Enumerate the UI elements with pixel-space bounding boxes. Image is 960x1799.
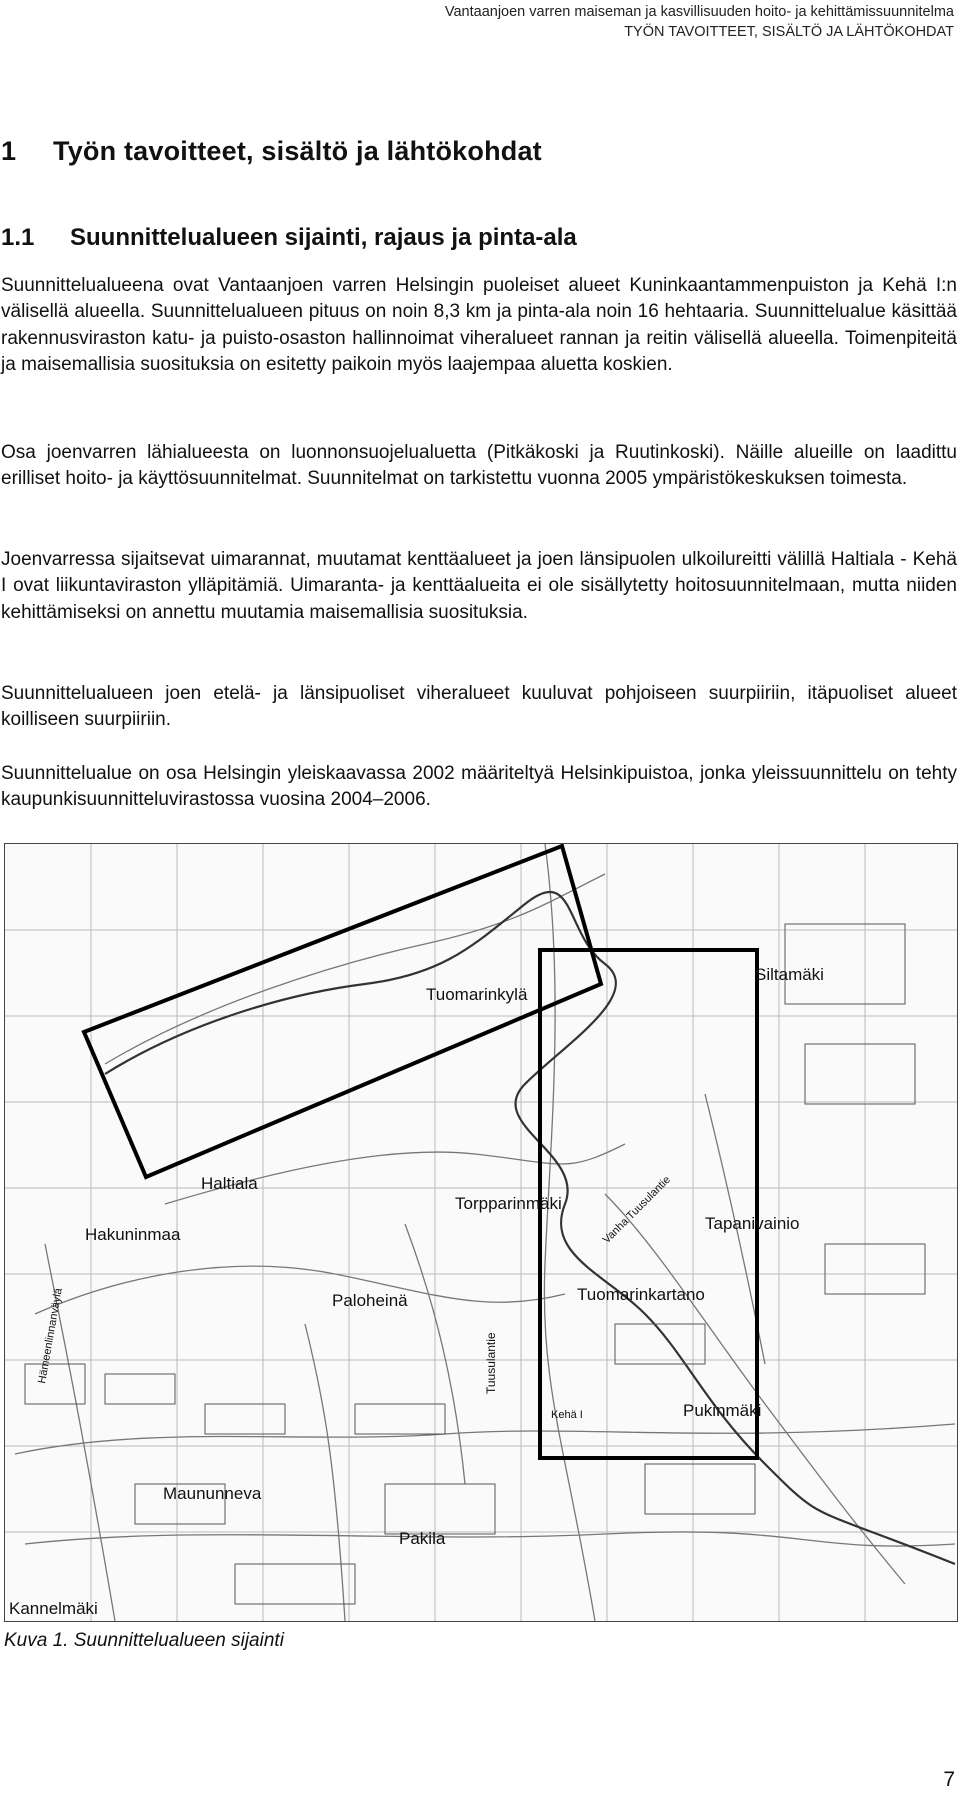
map-label-tapanivainio: Tapanivainio: [705, 1214, 800, 1233]
section-heading: [1, 136, 542, 167]
map-label-hakuninmaa: Hakuninmaa: [85, 1225, 181, 1244]
location-map: [4, 843, 958, 1622]
subsection-number: 1.1: [1, 224, 35, 251]
map-label-haltiala: Haltiala: [201, 1174, 258, 1193]
header-chapter-title: TYÖN TAVOITTEET, SISÄLTÖ JA LÄHTÖKOHDAT: [624, 24, 954, 40]
paragraph-districts: Suunnittelualueen joen etelä- ja länsipuoliset viheralueet kuuluvat pohjoiseen suurpiiriin, itäpuoliset alueet koilliseen suurpiiriin.: [1, 683, 957, 731]
running-header: [445, 2, 954, 42]
subsection-title: Suunnittelualueen sijainti, rajaus ja pinta-ala: [70, 224, 577, 251]
map-label-paloheina: Paloheinä: [332, 1291, 408, 1310]
map-built-area: [25, 924, 925, 1604]
header-document-title: Vantaanjoen varren maiseman ja kasvillisuuden hoito- ja kehittämissuunnitelma: [444, 4, 954, 20]
section-number: 1: [1, 136, 17, 166]
map-label-pakila: Pakila: [399, 1529, 446, 1548]
map-label-tuomarinkyla: Tuomarinkylä: [426, 985, 528, 1004]
paragraph-general-plan: Suunnittelualue on osa Helsingin yleiskaavassa 2002 määriteltyä Helsinkipuistoa, jonka yleissuunnittelu on tehty kaupunkisuunnitteluvirastossa vuosina 2004–2006.: [1, 763, 957, 811]
map-label-keha-i: Kehä I: [551, 1409, 583, 1421]
map-label-kannelmaki: Kannelmäki: [9, 1599, 98, 1618]
map-label-pukinmaki: Pukinmäki: [683, 1401, 762, 1420]
map-label-siltamaki: Siltamäki: [755, 965, 824, 984]
map-label-maununneva: Maununneva: [163, 1484, 262, 1503]
map-label-tuomarinkartano: Tuomarinkartano: [577, 1285, 705, 1304]
map-label-vanha-tuusulantie: Vanha Tuusulantie: [600, 1173, 673, 1247]
map-label-tuusulantie: Tuusulantie: [484, 1332, 498, 1394]
paragraph-nature-reserve: Osa joenvarren lähialueesta on luonnonsuojelualuetta (Pitkäkoski ja Ruutinkoski). Näille alueille on laadittu erilliset hoito- ja käyttösuunnitelmat. Suunnitelmat on tarkistettu vuonna 2005 ympäristökeskuksen toimesta.: [1, 442, 957, 490]
planning-area-north-boundary: [84, 846, 601, 1177]
map-label-torpparinmaki: Torpparinmäki: [455, 1194, 562, 1213]
map-label-hameenlinnanvayla: Hämeenlinnanväylä: [36, 1287, 65, 1385]
subsection-heading: [1, 224, 577, 252]
figure-caption: Kuva 1. Suunnittelualueen sijainti: [4, 1630, 284, 1651]
page-number: 7: [943, 1768, 955, 1791]
paragraph-maintenance: Joenvarressa sijaitsevat uimarannat, muutamat kenttäalueet ja joen länsipuolen ulkoilureitti välillä Haltiala - Kehä I ovat liikuntaviraston ylläpitämiä. Uimaranta- ja kenttäalueita ei ole sisällytetty hoitosuunnitelmaan, mutta niiden kehittämiseksi on annettu muutamia maisemallisia suosituksia.: [1, 549, 957, 623]
section-title: Työn tavoitteet, sisältö ja lähtökohdat: [53, 136, 542, 166]
paragraph-location: Suunnittelualueena ovat Vantaanjoen varren Helsingin puoleiset alueet Kuninkaantammenpuiston ja Kehä I:n välisellä alueella. Suunnittelualueen pituus on noin 8,3 km ja pinta-ala noin 16 hehtaaria. Suunnittelualue käsittää rakennusviraston katu- ja puisto-osaston hallinnoimat viheralueet rannan ja reitin välisellä alueella. Toimenpiteitä ja maisemallisia suosituksia on esitetty paikoin myös laajempaa aluetta koskien.: [1, 275, 957, 375]
map-river: [105, 892, 955, 1564]
